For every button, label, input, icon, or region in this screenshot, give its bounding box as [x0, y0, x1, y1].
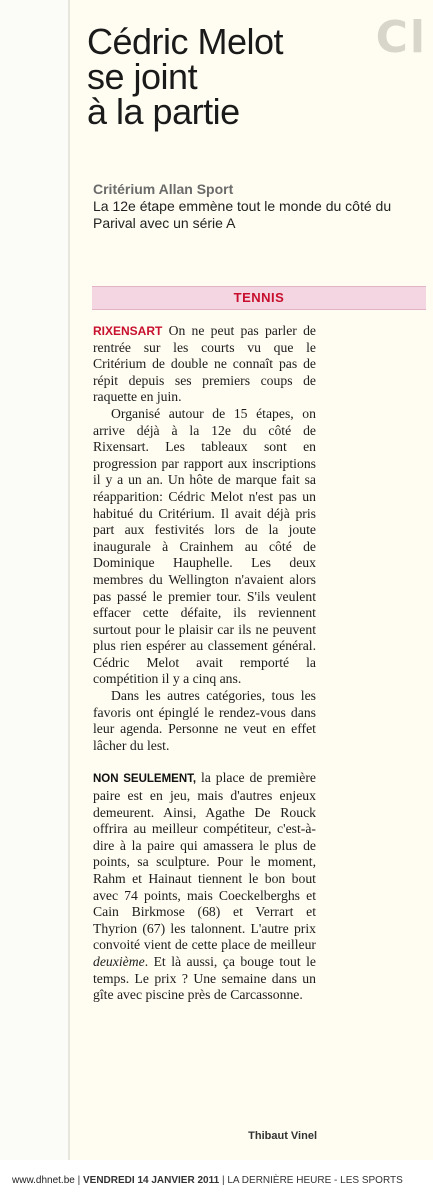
run-in-head: NON SEULEMENT, [93, 773, 197, 786]
page-footer [0, 1160, 433, 1199]
article-body [93, 323, 316, 1004]
article-subtitle [93, 181, 393, 232]
headline-line: à la partie [87, 91, 240, 132]
dateline: RIXENSART [93, 324, 163, 338]
headline-line: se joint [87, 56, 198, 97]
paragraph [93, 323, 316, 406]
bleed-through-texture: Cl [375, 12, 427, 63]
footer-line [12, 1175, 403, 1186]
article-headline [87, 21, 317, 132]
paragraph: Dans les autres catégories, tous les favoris ont épinglé le rendez-vous dans leur agenda. Personne ne veut en effet lâcher du lest. [93, 688, 316, 753]
rubric-label: TENNIS [233, 290, 285, 305]
kicker: Critérium Allan Sport [93, 181, 234, 197]
separator: | [221, 1175, 228, 1186]
issue-date: VENDREDI 14 JANVIER 2011 [83, 1175, 220, 1186]
paragraph-text: la place de première paire est en jeu, mais d'autres enjeux demeurent. Ainsi, Agathe De Rouck offrira au meilleur compétiteur, c'est-à-dire à la paire qui amassera le plus de points, sa sculpture. Pour le moment, Rahm et Hainaut tiennent le bon bout avec 74 points, mais Coeckelberghs et Cain Birkmose (68) et Verrart et Thyrion (67) les talonnent. L'autre prix convoité vient de cette place de meilleur [93, 770, 316, 953]
headline-line: Cédric Melot [87, 21, 284, 62]
paragraph [93, 770, 316, 1003]
paragraph-text: On ne peut pas parler de rentrée sur les courts vu que le Critérium de double ne connaît pas de répit depuis ses premiers coups de raquette en juin. [93, 323, 317, 405]
byline: Thibaut Vinel [248, 1130, 317, 1142]
site-url: www.dhnet.be [12, 1175, 75, 1186]
publication-name: LA DERNIÈRE HEURE - LES SPORTS [227, 1175, 403, 1186]
section-rubric [92, 286, 426, 310]
emphasis: deuxième [93, 953, 145, 969]
scan-margin [0, 0, 70, 1160]
paragraph: Organisé autour de 15 étapes, on arrive déjà à la 12e du côté de Rixensart. Les tableaux sont en progression par rapport aux inscriptions il y a un an. Un hôte de marque fait sa réapparition: Cédric Melot n'est pas un habitué du Critérium. Il avait déjà pris part aux festivités lors de la joute inaugurale à Crainhem au côté de Dominique Hauphelle. Les deux membres du Wellington n'avaient alors pas passé le premier tour. S'ils veulent effacer cette défaite, ils reviennent surtout pour le plaisir car ils ne peuvent plus rien espérer au classement général. Cédric Melot avait remporté la compétition il y a cinq ans. [93, 405, 316, 687]
paragraph-text: . Et là aussi, ça bouge tout le temps. Le prix ? Une semaine dans un gîte avec piscine près de Carcassonne. [93, 953, 316, 1003]
separator: | [77, 1175, 83, 1186]
standfirst: La 12e étape emmène tout le monde du côté du Parival avec un série A [93, 198, 392, 231]
